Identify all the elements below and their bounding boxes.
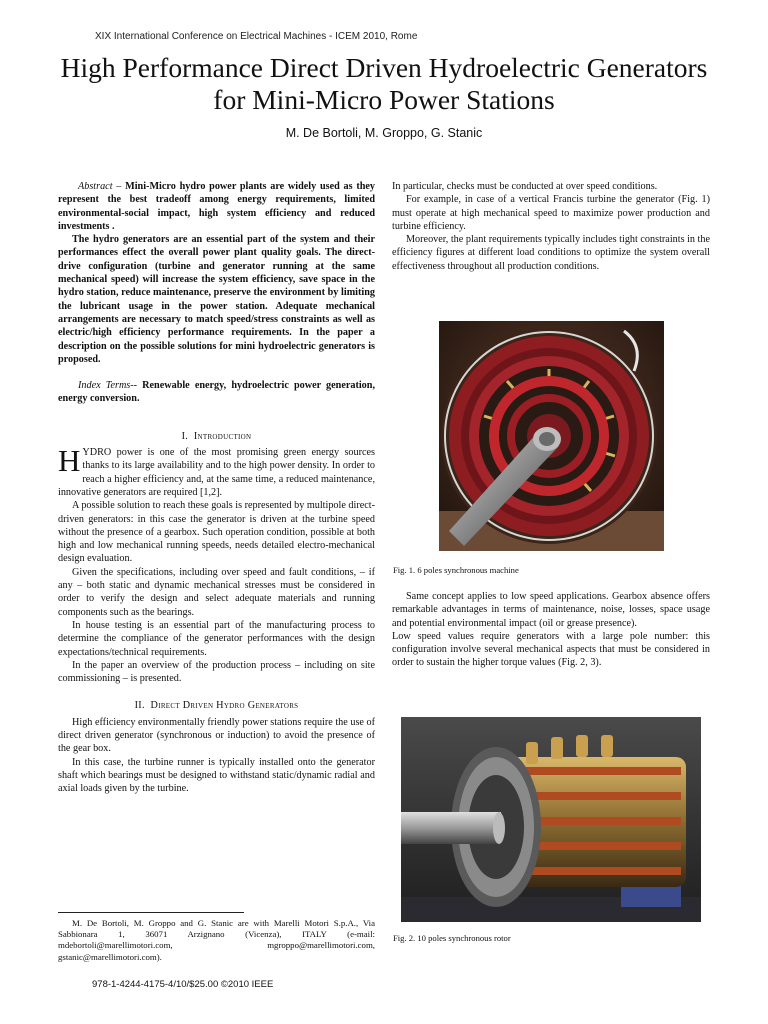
section-2-title: Direct Driven Hydro Generators [150,700,299,712]
section-2-number: II. [134,700,145,712]
right-paragraph-3: Moreover, the plant requirements typically includes tight constraints in the efficiency figures at different load conditions to optimize the system overall effectiveness throughout all production conditions. [392,234,711,272]
figure-1-photo [439,321,664,551]
right-paragraph-2: For example, in case of a vertical Francis turbine the generator (Fig. 1) must operate at high mechanical speed to maximize power production and turbine efficiency. [392,194,710,232]
intro-paragraph-2: A possible solution to reach these goals is represented by multipole direct-driven generators: in this case the generator is driven at the turbine speed without the presence of a gearbox. Such operation condition, possible at both high and low mechanical running speeds, needs detailed electro-mechanical design evaluation. [58,500,376,565]
section-1-heading [58,430,375,443]
right-column-middle [392,590,710,670]
conference-header: XIX International Conference on Electrical Machines - ICEM 2010, Rome [95,31,418,42]
paper-authors: M. De Bortoli, M. Groppo, G. Stanic [285,126,483,140]
figure-2-photo [401,717,701,922]
right-paragraph-4: Same concept applies to low speed applications. Gearbox absence offers remarkable advantages in terms of maintenance, noise, losses, space usage and potential environmental impact (oil or grease presence). [392,591,710,629]
footnote-text: M. De Bortoli, M. Groppo and G. Stanic are with Marelli Motori S.p.A., Via Sabbionara 1, 36071 Arzignano (Vicenza), ITALY (e-mail: mdebortoli@marellimotori.com, mgroppo@marellimotori.com, gstanic@marellimotori.com). [58,918,375,962]
index-terms-label: Index Terms-- [78,380,138,392]
right-paragraph-1: In particular, checks must be conducted at over speed conditions. [392,181,658,192]
abstract-paragraph-2: The hydro generators are an essential part of the system and their performances effect the overall power plant quality goals. The direct-drive configuration (turbine and generator running at the same mechanical speed) will increase the system efficiency, save space in the hydro station, reduce maintenance, preserve the environment by limiting the lubricant usage in the power station. Adequate mechanical arrangements are necessary to match speed/stress constraints as well as electric/high efficiency performance requirements. In the paper a description on the possible solutions for mini hydroelectric generators is proposed. [58,234,375,365]
section-2-heading [58,699,375,712]
page-footer-copyright: 978-1-4244-4175-4/10/$25.00 ©2010 IEEE [92,979,274,990]
intro-paragraph-5: In the paper an overview of the production process – including on site commissioning – is presented. [58,659,375,685]
intro-paragraph-3: Given the specifications, including over speed and fault conditions, – if any – both static and dynamic mechanical stresses must be considered in order to verify the design and select adequate materials and running components such as the bearings. [58,566,375,618]
footnote [58,918,375,963]
section-1-number: I. [181,430,189,442]
index-terms [58,379,375,406]
abstract-paragraph-1 [58,180,375,233]
abstract-dash: – [112,181,126,192]
paper-title: High Performance Direct Driven Hydroelectric Generators for Mini-Micro Power Stations [60,52,708,115]
right-column-top [392,180,710,273]
intro-text-1: YDRO power is one of the most promising green energy sources thanks to its large availability and to the high power density. In order to reach a higher efficiency and, at the same time, a reduced maintenance, innovative generators are required [1,2]. [58,447,375,498]
footnote-rule [58,912,244,913]
section-2-paragraph-1: High efficiency environmentally friendly power stations require the use of direct driven generator (synchronous or induction) to avoid the presence of the gear box. [58,716,375,755]
section-2-paragraph-2: In this case, the turbine runner is typically installed onto the generator shaft which bearings must be designed to withstand static/dynamic radial and axial loads given by the turbine. [58,756,375,795]
index-terms-text: Renewable energy, hydroelectric power generation, energy conversion. [58,380,375,405]
intro-paragraph-4: In house testing is an essential part of the manufacturing process to determine the compliance of the generator performances with the design expectations/technical requirements. [58,619,375,658]
abstract-text-1: Mini-Micro hydro power plants are widely used as they represent the best tradeoff among energy requirements, limited environmental-social impact, high system efficiency and reduced investments . [58,181,376,232]
dropcap-letter: H [58,443,81,479]
figure-1-caption: Fig. 1. 6 poles synchronous machine [393,565,519,575]
left-column [58,180,375,795]
figure-2-caption: Fig. 2. 10 poles synchronous rotor [393,933,511,943]
stator-photo-illustration [439,321,664,551]
right-paragraph-5: Low speed values require generators with a large pole number: this configuration involve several mechanical aspects that must be considered in order to sustain the higher torque values (Fig. 2, 3). [392,630,710,669]
intro-paragraph-1 [58,443,375,499]
abstract-label: Abstract [78,181,113,192]
rotor-photo-illustration [401,717,701,922]
section-1-title: Introduction [193,430,252,442]
